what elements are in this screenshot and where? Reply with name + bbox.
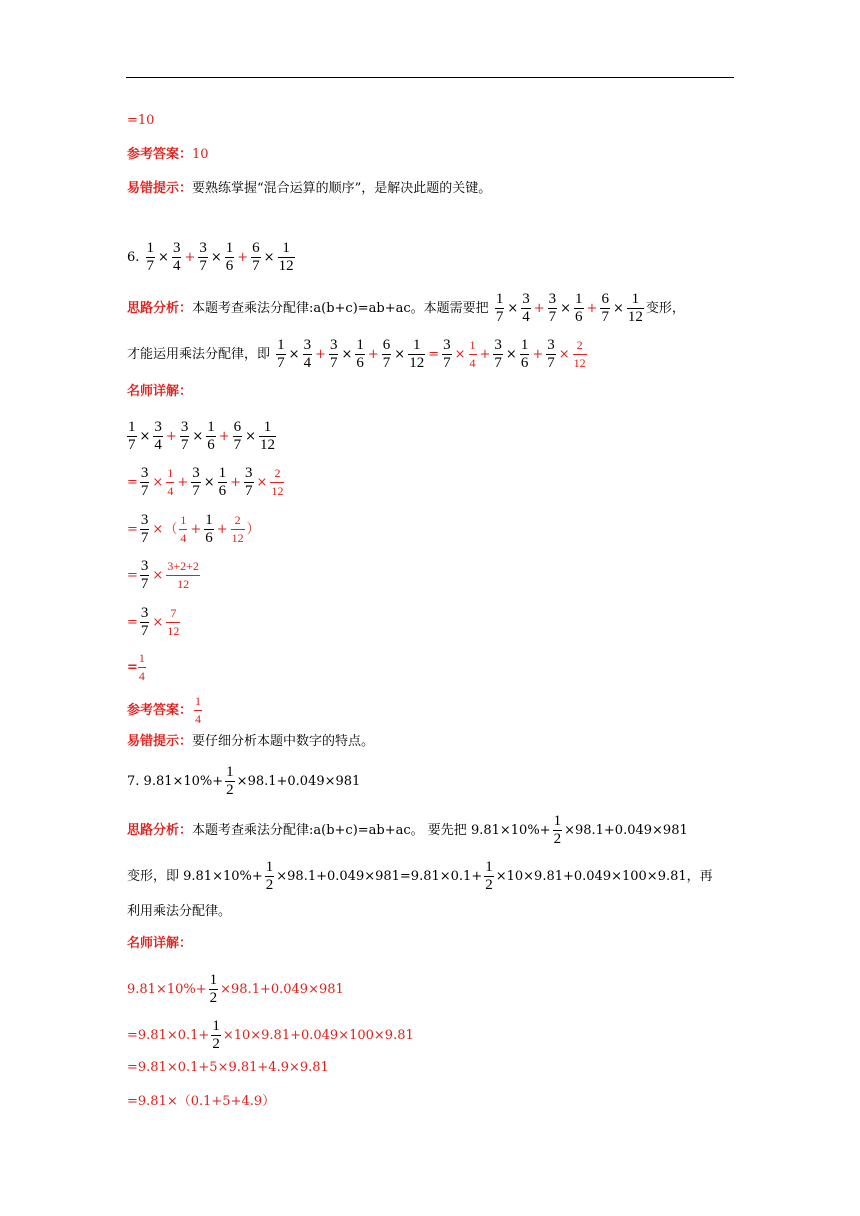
detail-heading-7 xyxy=(127,936,192,952)
fraction: $\frac{3}{7}$ xyxy=(192,465,200,499)
fraction: $\frac{1}{2}$ xyxy=(226,764,234,798)
fraction: $\frac{6}{7}$ xyxy=(382,337,391,371)
fraction: $\frac{6}{7}$ xyxy=(601,291,609,325)
idea-line-7c: 利用乘法分配律。 xyxy=(127,904,232,919)
fraction: $\frac{3}{7}$ xyxy=(443,337,451,371)
answer-fraction: $\frac{1}{4}$ xyxy=(195,694,202,726)
detail7-step-0: 9.81×10%+ $\frac{1}{2}$ ×98.1+0.049×981 xyxy=(127,972,344,1006)
fraction: $\frac{7}{12}$ xyxy=(167,606,180,638)
result-line: =10 xyxy=(127,113,155,128)
idea-line-6b: 才能运用乘法分配律，即 $\frac{1}{7}$ × $\frac{3}{4}$ + $\frac{3}{7}$ × $\frac{1}{6}$ + $\frac{6}{7}$ × $\frac{1}{12}$ = $\frac{3}{7}$ × $\frac{1}{4}$ + $\frac{3}{7}$ × $\frac{1}{6}$ + $\frac{3}{7}$ × $\frac{2}{12}$ xyxy=(127,337,586,371)
detail-step-4: = $\frac{3}{7}$ × $\frac{7}{12}$ xyxy=(127,605,180,639)
idea-line-7b: 变形，即 9.81×10%+ $\frac{1}{2}$ ×98.1+0.049×981=9.81×0.1+ $\frac{1}{2}$ ×10×9.81+0.049×100×9.81，再 xyxy=(127,859,713,893)
question-6: 6. $\frac{1}{7}$ × $\frac{3}{4}$ + $\frac{3}{7}$ × $\frac{1}{6}$ + $\frac{6}{7}$ × $\frac{1}{12}$ xyxy=(127,240,294,274)
fraction: $\frac{1}{2}$ xyxy=(485,859,493,893)
fraction: $\frac{1}{4}$ xyxy=(469,338,476,370)
fraction: $\frac{1}{4}$ xyxy=(180,513,187,545)
answer-value: 10 xyxy=(192,147,209,162)
fraction: $\frac{1}{6}$ xyxy=(575,291,583,325)
fraction: $\frac{1}{7}$ xyxy=(128,419,136,453)
fraction: $\frac{1}{7}$ xyxy=(277,337,285,371)
fraction: $\frac{1}{12}$ xyxy=(278,240,294,274)
fraction: $\frac{3}{7}$ xyxy=(547,337,555,371)
fraction: $\frac{1}{2}$ xyxy=(212,1018,220,1052)
fraction: $\frac{3+2+2}{12}$ xyxy=(167,559,199,591)
fraction: $\frac{1}{12}$ xyxy=(260,419,276,453)
fraction: $\frac{3}{7}$ xyxy=(245,465,253,499)
header-rule xyxy=(126,77,734,78)
idea-line-6a: 思路分析：本题考查乘法分配律:a(b+c)=ab+ac。本题需要把 $\frac{1}{7}$ × $\frac{3}{4}$ + $\frac{3}{7}$ × $\frac{1}{6}$ + $\frac{6}{7}$ × $\frac{1}{12}$ 变形， xyxy=(127,291,685,325)
fraction: $\frac{3}{7}$ xyxy=(140,558,149,592)
fraction: $\frac{1}{12}$ xyxy=(409,337,425,371)
detail-step-2: = $\frac{3}{7}$ ×（ $\frac{1}{4}$ + $\frac{1}{6}$ + $\frac{2}{12}$ ） xyxy=(127,512,260,546)
question-7: 7. 9.81×10%+ $\frac{1}{2}$ ×98.1+0.049×981 xyxy=(127,764,361,798)
fraction: $\frac{3}{4}$ xyxy=(303,337,312,371)
fraction: $\frac{6}{7}$ xyxy=(233,419,242,453)
detail7-step-1: =9.81×0.1+ $\frac{1}{2}$ ×10×9.81+0.049×100×9.81 xyxy=(127,1018,414,1052)
fraction: $\frac{1}{6}$ xyxy=(356,337,364,371)
detail-label: 名师详解： xyxy=(127,384,193,399)
fraction: $\frac{6}{7}$ xyxy=(252,240,260,274)
detail-step-5: = $\frac{1}{4}$ xyxy=(127,651,145,683)
tip-line-6: 易错提示：要仔细分析本题中数字的特点。 xyxy=(127,734,375,749)
tip-text: 要熟练掌握“混合运算的顺序”，是解决此题的关键。 xyxy=(192,181,492,196)
fraction: $\frac{3}{7}$ xyxy=(494,337,502,371)
fraction: $\frac{3}{7}$ xyxy=(140,512,149,546)
fraction: $\frac{1}{2}$ xyxy=(209,972,218,1006)
detail-heading-6 xyxy=(127,384,192,400)
detail-step-0: $\frac{1}{7}$ × $\frac{3}{4}$ + $\frac{3}{7}$ × $\frac{1}{6}$ + $\frac{6}{7}$ × $\frac{1}{12}$ xyxy=(128,419,276,453)
fraction: $\frac{3}{7}$ xyxy=(140,465,149,499)
detail7-step-2: =9.81×0.1+5×9.81+4.9×9.81 xyxy=(127,1060,329,1075)
fraction: $\frac{3}{7}$ xyxy=(199,240,207,274)
fraction: $\frac{1}{7}$ xyxy=(495,291,504,325)
fraction: $\frac{3}{7}$ xyxy=(180,419,189,453)
fraction: $\frac{3}{4}$ xyxy=(172,240,181,274)
question-number: 7. xyxy=(127,774,140,789)
fraction: $\frac{3}{4}$ xyxy=(154,419,162,453)
detail-step-1: = $\frac{3}{7}$ × $\frac{1}{4}$ + $\frac{3}{7}$ × $\frac{1}{6}$ + $\frac{3}{7}$ × $\frac{2}{12}$ xyxy=(127,465,284,499)
detail-label: 名师详解： xyxy=(127,936,193,951)
question-number: 6. xyxy=(127,250,140,265)
fraction: $\frac{1}{6}$ xyxy=(225,240,234,274)
fraction: $\frac{1}{6}$ xyxy=(218,465,227,499)
answer-label: 参考答案： xyxy=(127,147,193,162)
idea-label: 思路分析： xyxy=(127,823,193,838)
fraction: $\frac{1}{6}$ xyxy=(205,512,213,546)
tip-line-5 xyxy=(127,181,491,197)
fraction: $\frac{2}{12}$ xyxy=(573,338,586,370)
detail7-step-3: =9.81×（0.1+5+4.9） xyxy=(127,1094,276,1109)
fraction: $\frac{3}{7}$ xyxy=(140,605,149,639)
fraction: $\frac{1}{4}$ xyxy=(167,466,174,498)
answer-line-6 xyxy=(127,693,204,728)
tip-label: 易错提示： xyxy=(127,734,193,749)
fraction: $\frac{3}{7}$ xyxy=(329,337,338,371)
fraction: $\frac{1}{2}$ xyxy=(265,859,274,893)
answer-line-5 xyxy=(127,147,209,163)
idea-line-7a: 思路分析：本题考查乘法分配律:a(b+c)=ab+ac。 要先把 9.81×10%+ $\frac{1}{2}$ ×98.1+0.049×981 xyxy=(127,813,688,847)
fraction: $\frac{1}{6}$ xyxy=(207,419,215,453)
fraction: $\frac{1}{4}$ xyxy=(138,651,145,683)
idea-label: 思路分析： xyxy=(127,301,193,316)
fraction: $\frac{1}{12}$ xyxy=(627,291,643,325)
fraction: $\frac{2}{12}$ xyxy=(231,513,244,545)
answer-label: 参考答案： xyxy=(127,703,193,718)
fraction: $\frac{1}{7}$ xyxy=(146,240,155,274)
tip-label: 易错提示： xyxy=(127,181,193,196)
fraction: $\frac{3}{4}$ xyxy=(522,291,530,325)
fraction: $\frac{2}{12}$ xyxy=(271,466,284,498)
fraction: $\frac{3}{7}$ xyxy=(548,291,557,325)
fraction: $\frac{1}{6}$ xyxy=(520,337,529,371)
detail-step-3: = $\frac{3}{7}$ × $\frac{3+2+2}{12}$ xyxy=(127,558,199,592)
fraction: $\frac{1}{2}$ xyxy=(553,813,562,847)
